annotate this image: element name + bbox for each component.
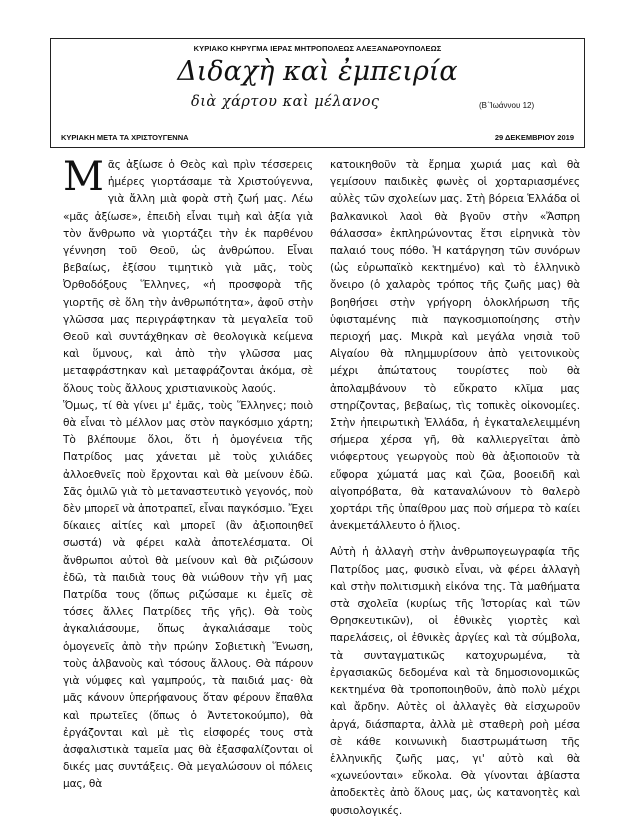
left-column [63,154,313,794]
right-column [330,157,580,820]
scripture-reference: (Β΄Ἰωάννου 12) [479,101,535,110]
paragraph-1-text: ᾶς ἀξίωσε ὁ Θεὸς καὶ πρὶν τέσσερεις ἡμέρες γιορτάσαμε τὰ Χριστούγεννα, γιὰ ἄλλη μιὰ φορὰ στὴ ζωή μας. Λέω «μᾶς ἀξίωσε», ἐπειδὴ εἶναι τιμὴ καὶ ἀξία γιὰ τὸν ἄνθρωπο νὰ γιορτάζει τὴν ἐκ παρθένου γέννηση τοῦ Θεοῦ, ὡς ἀνθρώπου. Εἶναι βεβαίως, ἐξίσου τιμητικὸ γιὰ μᾶς, τοὺς Ὀρθοδόξους Ἕλληνες, «ἡ προσφορὰ τῆς γιορτῆς σὲ ὅλη τὴν ἀνθρωπότητα», ἀφοῦ στὴν γλῶσσα μας περιγράφτηκαν τὰ μεγαλεῖα τοῦ Θεοῦ καὶ συντάχθηκαν σὲ θεολογικὰ κείμενα καὶ ὕμνους, καὶ ἀπὸ τὴν γλῶσσα μας μεταφράστηκαν καὶ μεταφράζονται ἀκόμα, σὲ ὅλους τοὺς ἄλλους χριστιανικοὺς λαούς. [63,159,313,395]
paragraph-2: Ὅμως, τί θὰ γίνει μ' ἐμᾶς, τοὺς Ἕλληνες; ποιὸ θὰ εἶναι τὸ μέλλον μας στὸν παγκόσμιο χάρτη; Τὸ βλέπουμε ὅλοι, ὅτι ἡ ὁμογένεια τῆς Πατρίδος μας χάνεται μὲ τοὺς χιλιάδες ἀλλοεθνεῖς ποὺ ἔρχονται καὶ θὰ μείνουν ἐδῶ. Σᾶς ὁμιλῶ γιὰ τὸ μεταναστευτικὸ γεγονός, ποὺ δὲν μπορεῖ νὰ ἀποτραπεῖ, εἶναι παγκόσμιο. Ἔχει δίκαιες αἰτίες καὶ μπορεῖ (ἂν ἀξιοποιηθεῖ σωστά) νὰ φέρει καλὰ ἀποτελέσματα. Οἱ ἄνθρωποι αὐτοὶ θὰ μείνουν καὶ θὰ ριζώσουν ἐδῶ, τὰ παιδιὰ τους θὰ νιώθουν τὴν γῆ μας Πατρίδα τους (ὅπως ριζώσαμε κι ἐμεῖς σὲ τόσες ἄλλες Πατρίδες τῆς γῆς). Θὰ τοὺς ἀγκαλιάσουμε, ὅπως ἀγκαλιάσαμε τοὺς ὁμογενεῖς ἀπὸ τὴν πρώην Σοβιετικὴ Ἕνωση, τοὺς ἀλβανοὺς καὶ τόσους ἄλλους. Θὰ πάρουν γιὰ νύμφες καὶ γαμπρούς, τὰ παιδιά μας· θὰ μᾶς κάνουν ὑπερήφανους ὅταν φέρουν ἔπαθλα καὶ πρωτεῖες (ὅπως ὁ Ἀντετοκούμπο), θὰ ἐργάζονται καὶ μὲ τὶς εἰσφορές τους στὰ ἀσφαλιστικὰ ταμεῖα μας θὰ ἐξασφαλίζονται οἱ δικές μας συντάξεις. Θὰ μεγαλώσουν οἱ πόλεις μας, θὰ [63,399,313,791]
paragraph-4: Αὐτὴ ἡ ἀλλαγὴ στὴν ἀνθρωπογεωγραφία τῆς Πατρίδος μας, φυσικὸ εἶναι, νὰ φέρει ἀλλαγὴ καὶ στὴν πολιτισμικὴ εἰκόνα της. Τὰ μαθήματα στὰ σχολεῖα (κυρίως τῆς Ἱστορίας καὶ τῶν Θρησκευτικῶν), οἱ ἐθνικὲς γιορτὲς καὶ παρελάσεις, οἱ ἐθνικὲς ἀργίες καὶ τὰ σύμβολα, τὰ συνταγματικῶς κατοχυρωμένα, τὰ ἐργασιακῶς δεδομένα καὶ τὰ δημοσιονομικῶς κεκτημένα θὰ τροποποιηθοῦν, ἀπὸ πολὺ μέχρι καὶ ἄρδην. Αὐτὲς οἱ ἀλλαγὲς θὰ εἰσχωροῦν ἀργά, διάσπαρτα, ἀλλὰ μὲ σταθερὴ ροὴ μέσα σὲ κάθε κοινωνικὴ διαστρωμάτωση τῆς ἑλληνικῆς ζωῆς μας, γι' αὐτὸ καὶ θὰ «χωνεύονται» εὔκολα. Θὰ γίνονται ἀβίαστα ἀποδεκτὲς ἀπὸ ὅλους μας, ὡς κατανοητὲς καὶ φυσιολογικές. [330,546,580,817]
bulletin-title: Διδαχὴ καὶ ἐμπειρία [177,56,458,87]
paragraph-3: κατοικηθοῦν τὰ ἔρημα χωριά μας καὶ θὰ γεμίσουν παιδικὲς φωνὲς οἱ χορταριασμένες αὐλὲς τῶν σχολείων μας. Στὴ βόρεια Ἑλλάδα οἱ βαλκανικοὶ λαοὶ θὰ βγοῦν στὴν «Ἄσπρη θάλασσα» ἐκπληρώνοντας ἔτσι εἰρηνικὰ τὸν παλαιό τους πόθο. Ἡ κατάργηση τῶν συνόρων (ὡς εὐρωπαϊκὸ κεκτημένο) καὶ τὸ ἑλληνικὸ ὄνειρο (ὁ χαλαρὸς τρόπος τῆς ζωῆς μας) θὰ βοηθήσει στὴν γρήγορη ὁλοκλήρωση τῆς ὑφισταμένης πιὰ παγκοσμιοποίησης στὴν περιοχή μας. Μικρὰ καὶ μεγάλα νησιὰ τοῦ Αἰγαίου θὰ πλημμυρίσουν ἀπὸ γειτονικοὺς μέχρι ἀπώτατους τουρίστες ποὺ θὰ ἀπολαμβάνουν τὸ εὔκρατο κλῖμα μας στηρίζοντας, βεβαίως, τὶς τοπικὲς οἰκονομίες. Στὴν ἠπειρωτικὴ Ἑλλάδα, ἡ ἐγκαταλελειμμένη σήμερα χέρσα γῆ, θὰ καλλιεργεῖται ἀπὸ νιόφερτους γεωργοὺς ποὺ θὰ ἀξιοποιοῦν τὰ εὔφορα χώματά μας καὶ ζῶα, βοοειδῆ καὶ αἰγοπρόβατα, θὰ καταναλώνουν τὸ θαλερὸ χορτάρι τῆς ὑπαίθρου μας ποὺ σήμερα τὸ καίει ἀνεκμετάλλευτο ὁ ἥλιος. [330,159,580,533]
masthead [50,38,585,148]
drop-cap: Μ [63,154,104,200]
bulletin-date: 29 ΔΕΚΕΜΒΡΙΟΥ 2019 [494,133,574,142]
bulletin-subtitle: διὰ χάρτου καὶ μέλανος [191,94,380,110]
metropolis-heading: ΚΥΡΙΑΚΟ ΚΗΡΥΓΜΑ ΙΕΡΑΣ ΜΗΤΡΟΠΟΛΕΩΣ ΑΛΕΞΑΝΔΡΟΥΠΟΛΕΩΣ [193,44,442,53]
paragraph-1 [63,154,313,398]
sunday-occasion: ΚΥΡΙΑΚΗ ΜΕΤΑ ΤΑ ΧΡΙΣΤΟΥΓΕΝΝΑ [61,133,189,142]
